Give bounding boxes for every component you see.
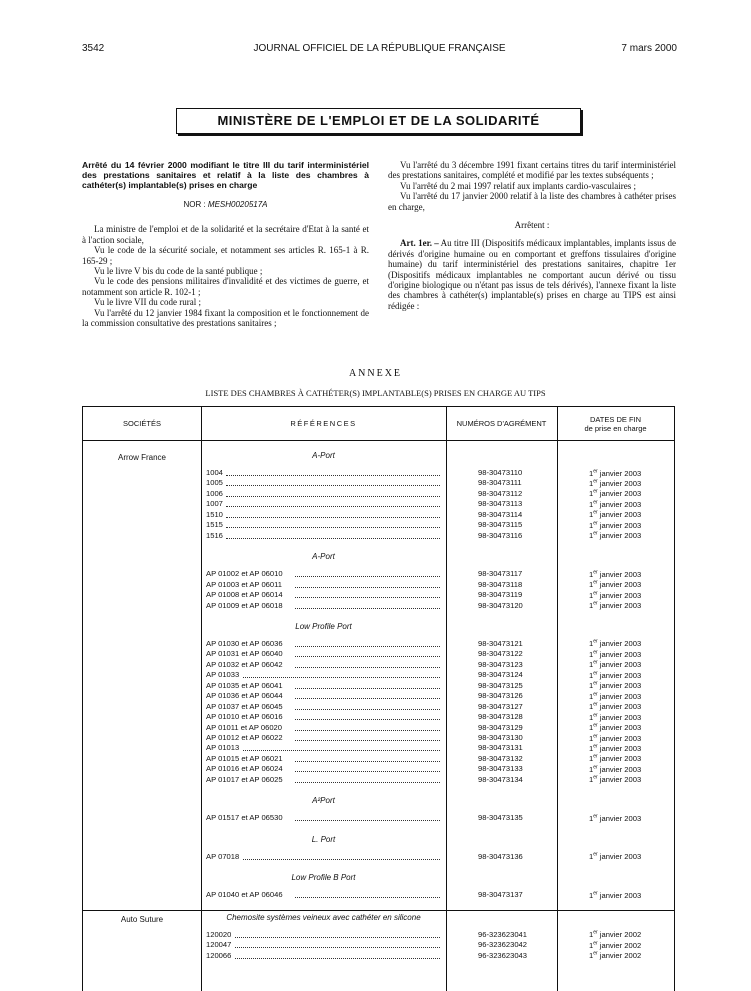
table-row bbox=[83, 531, 674, 541]
end-date: 1er janvier 2003 bbox=[589, 753, 642, 764]
table-row bbox=[83, 569, 674, 579]
leader-dots bbox=[226, 520, 440, 528]
leader-dots bbox=[295, 691, 440, 699]
approval-number: 96-323623042 bbox=[478, 940, 527, 950]
leader-dots bbox=[295, 681, 440, 689]
approval-number: 98-30473124 bbox=[478, 670, 523, 680]
table-row bbox=[83, 723, 674, 733]
table-row bbox=[83, 940, 674, 950]
leader-dots bbox=[235, 930, 440, 938]
approval-number: 98-30473123 bbox=[478, 659, 523, 669]
approval-number: 98-30473117 bbox=[478, 569, 523, 579]
paragraph: Vu l'arrêté du 17 janvier 2000 relatif à la liste des chambres à cathéter prises en charge, bbox=[388, 191, 676, 212]
approval-number: 98-30473127 bbox=[478, 701, 523, 711]
table-row bbox=[83, 890, 674, 900]
end-date: 1er janvier 2003 bbox=[589, 600, 642, 611]
end-date: 1er janvier 2003 bbox=[589, 722, 642, 733]
approval-number: 98-30473125 bbox=[478, 680, 523, 690]
page-header bbox=[82, 43, 677, 57]
reference: 1510 bbox=[206, 509, 223, 519]
reference: 120047 bbox=[206, 940, 232, 950]
end-date: 1er janvier 2003 bbox=[589, 488, 642, 499]
approval-number: 96-323623041 bbox=[478, 929, 527, 939]
table-row bbox=[83, 813, 674, 823]
end-date: 1er janvier 2003 bbox=[589, 499, 642, 509]
leader-dots bbox=[295, 813, 440, 821]
end-date: 1er janvier 2003 bbox=[589, 712, 642, 722]
reference: 1005 bbox=[206, 478, 223, 488]
paragraph: Vu le code de la sécurité sociale, et notamment ses articles R. 165-1 à R. 165-29 ; bbox=[82, 245, 369, 266]
table-row bbox=[83, 649, 674, 659]
nor-code: MESH0020517A bbox=[207, 200, 268, 209]
leader-dots bbox=[295, 702, 440, 710]
reference: 1006 bbox=[206, 488, 223, 498]
table-row bbox=[83, 691, 674, 701]
paragraph: La ministre de l'emploi et de la solidarité et la secrétaire d'Etat à la santé et à l'action sociale, bbox=[82, 224, 369, 245]
approval-number: 98-30473114 bbox=[478, 509, 523, 519]
leader-dots bbox=[295, 733, 440, 741]
end-date: 1er janvier 2002 bbox=[589, 950, 642, 961]
leader-dots bbox=[226, 478, 440, 486]
reference: AP 01035 et AP 06041 bbox=[206, 680, 283, 690]
reference: 1516 bbox=[206, 530, 223, 540]
table-row bbox=[83, 764, 674, 774]
reference: AP 01016 et AP 06024 bbox=[206, 764, 283, 774]
table-row bbox=[83, 590, 674, 600]
table-header bbox=[83, 407, 674, 441]
header-dates bbox=[557, 407, 674, 440]
article-1-text: Au titre III (Dispositifs médicaux implantables, implants issus de dérivés d'origine humaine ou en comportant et greffons tissulaires d'origine humaine) du tarif interministériel des prestations sanitaires, chapitre 1er (Dispositifs médicaux implantables ne comportant aucun dérivé ou tissu d'origine biologique ou n'étant pas issus de tels dérivés), l'annexe fixant la liste des chambres à cathéter(s) implantable(s) prises en charge au TIPS est ainsi rédigée : bbox=[388, 238, 676, 311]
leader-dots bbox=[295, 775, 440, 783]
leader-dots bbox=[235, 940, 440, 948]
approval-number: 98-30473133 bbox=[478, 764, 523, 774]
leader-dots bbox=[243, 743, 440, 751]
reference: AP 01008 et AP 06014 bbox=[206, 590, 283, 600]
reference: AP 01037 et AP 06045 bbox=[206, 701, 283, 711]
header-dates-line1: DATES DE FIN bbox=[589, 414, 642, 424]
paragraph: Vu l'arrêté du 3 décembre 1991 fixant certains titres du tarif interministériel des prestations sanitaires, complété et modifié par les textes subséquents ; bbox=[388, 160, 676, 181]
page-number: 3542 bbox=[82, 43, 105, 54]
end-date: 1er janvier 2003 bbox=[589, 691, 642, 701]
paragraph: Vu le livre V bis du code de la santé publique ; bbox=[94, 266, 263, 277]
end-date: 1er janvier 2003 bbox=[589, 638, 642, 649]
end-date: 1er janvier 2003 bbox=[589, 890, 642, 900]
approval-number: 98-30473128 bbox=[478, 712, 523, 722]
end-date: 1er janvier 2003 bbox=[589, 813, 642, 823]
end-date: 1er janvier 2003 bbox=[589, 509, 642, 520]
table-row bbox=[83, 681, 674, 691]
approval-number: 98-30473120 bbox=[478, 600, 523, 610]
approval-number: 98-30473135 bbox=[478, 813, 523, 823]
end-date: 1er janvier 2003 bbox=[589, 468, 642, 478]
reference: 1515 bbox=[206, 520, 223, 530]
table-row bbox=[83, 754, 674, 764]
reference: AP 01011 et AP 06020 bbox=[206, 722, 283, 732]
approval-number: 98-30473112 bbox=[478, 488, 523, 498]
reference: 1007 bbox=[206, 499, 223, 509]
leader-dots bbox=[243, 852, 440, 860]
end-date: 1er janvier 2003 bbox=[589, 743, 642, 753]
leader-dots bbox=[226, 499, 440, 507]
table-row bbox=[83, 468, 674, 478]
approval-number: 98-30473119 bbox=[478, 590, 523, 600]
company-name: Arrow France bbox=[117, 453, 166, 462]
table-row bbox=[83, 852, 674, 862]
group-title: L. Port bbox=[311, 834, 336, 844]
approval-number: 98-30473115 bbox=[478, 520, 523, 530]
nor-reference bbox=[82, 200, 369, 210]
end-date: 1er janvier 2003 bbox=[589, 701, 642, 712]
approval-number: 98-30473116 bbox=[478, 530, 523, 540]
left-paragraphs bbox=[82, 224, 369, 328]
paragraph: Vu l'arrêté du 12 janvier 1984 fixant la composition et le fonctionnement de la commission consultative des prestations sanitaires ; bbox=[82, 307, 369, 329]
reference: AP 01031 et AP 06040 bbox=[206, 649, 283, 659]
reference: 120066 bbox=[206, 950, 232, 960]
header-societes: SOCIÉTÉS bbox=[123, 419, 161, 428]
end-date: 1er janvier 2003 bbox=[589, 520, 642, 530]
table-row bbox=[83, 702, 674, 712]
reference: AP 01017 et AP 06025 bbox=[206, 774, 283, 784]
reference: AP 01032 et AP 06042 bbox=[206, 659, 283, 669]
left-column bbox=[82, 160, 369, 328]
leader-dots bbox=[295, 712, 440, 720]
ministry-banner: MINISTÈRE DE L'EMPLOI ET DE LA SOLIDARITÉ bbox=[176, 108, 581, 134]
approval-number: 98-30473136 bbox=[478, 851, 523, 861]
group-title: A-Port bbox=[312, 552, 335, 562]
reference: AP 01003 et AP 06011 bbox=[206, 579, 283, 589]
end-date: 1er janvier 2003 bbox=[589, 579, 642, 590]
end-date: 1er janvier 2002 bbox=[589, 940, 642, 950]
approval-number: 98-30473137 bbox=[478, 890, 523, 900]
reference: AP 01012 et AP 06022 bbox=[206, 733, 283, 742]
reference: AP 01517 et AP 06530 bbox=[206, 813, 283, 823]
leader-dots bbox=[226, 468, 440, 476]
paragraph: Vu le livre VII du code rural ; bbox=[94, 297, 202, 308]
leader-dots bbox=[226, 531, 440, 539]
journal-title: JOURNAL OFFICIEL DE LA RÉPUBLIQUE FRANÇAISE bbox=[253, 43, 506, 54]
end-date: 1er janvier 2003 bbox=[589, 680, 642, 691]
leader-dots bbox=[295, 569, 440, 577]
reference: 1004 bbox=[206, 468, 223, 477]
leader-dots bbox=[295, 580, 440, 588]
reference: AP 07018 bbox=[206, 851, 240, 861]
header-references: RÉFÉRENCES bbox=[290, 419, 357, 428]
approval-number: 98-30473129 bbox=[478, 722, 523, 732]
end-date: 1er janvier 2003 bbox=[589, 649, 642, 659]
leader-dots bbox=[295, 660, 440, 668]
approval-number: 98-30473121 bbox=[478, 638, 523, 648]
company-divider bbox=[83, 910, 674, 911]
end-date: 1er janvier 2003 bbox=[589, 774, 642, 785]
table-row bbox=[83, 499, 674, 509]
leader-dots bbox=[226, 489, 440, 497]
end-date: 1er janvier 2003 bbox=[589, 530, 642, 541]
company-name: Auto Suture bbox=[120, 914, 164, 924]
leader-dots bbox=[295, 723, 440, 731]
group-title: A-Port bbox=[312, 451, 335, 460]
group-title: Chemosite systèmes veineux avec cathéter en silicone bbox=[226, 912, 421, 922]
table-row bbox=[83, 670, 674, 680]
approval-number: 98-30473111 bbox=[478, 478, 522, 488]
end-date: 1er janvier 2002 bbox=[589, 929, 642, 940]
end-date: 1er janvier 2003 bbox=[589, 851, 642, 862]
reference: AP 01013 bbox=[206, 743, 240, 753]
group-title: A²Port bbox=[312, 796, 335, 806]
end-date: 1er janvier 2003 bbox=[589, 670, 642, 680]
table-row bbox=[83, 489, 674, 499]
annexe-subtitle: LISTE DES CHAMBRES À CATHÉTER(S) IMPLANTABLE(S) PRISES EN CHARGE AU TIPS bbox=[205, 388, 546, 398]
article-1-label: Art. 1er. – bbox=[400, 238, 439, 249]
reference: AP 01036 et AP 06044 bbox=[206, 691, 283, 701]
reference: AP 01002 et AP 06010 bbox=[206, 569, 283, 579]
table-row bbox=[83, 930, 674, 940]
leader-dots bbox=[295, 649, 440, 657]
end-date: 1er janvier 2003 bbox=[589, 569, 642, 579]
reference: 120020 bbox=[206, 929, 232, 939]
header-dates-line2: de prise en charge bbox=[584, 423, 647, 433]
table-row bbox=[83, 743, 674, 753]
reference: AP 01010 et AP 06016 bbox=[206, 712, 283, 722]
group-title: Low Profile Port bbox=[295, 621, 352, 631]
leader-dots bbox=[295, 601, 440, 609]
leader-dots bbox=[295, 890, 440, 898]
end-date: 1er janvier 2003 bbox=[589, 659, 642, 670]
approval-number: 98-30473126 bbox=[478, 691, 523, 701]
approval-number: 98-30473131 bbox=[478, 743, 523, 753]
table-row bbox=[83, 733, 674, 743]
reference: AP 01015 et AP 06021 bbox=[206, 753, 283, 763]
decree-title: Arrêté du 14 février 2000 modifiant le titre III du tarif interministériel des prestations sanitaires et relatif à la liste des chambres à cathéter(s) implantable(s) prises en charge bbox=[82, 160, 369, 190]
reference: AP 01033 bbox=[206, 670, 240, 680]
arretent: Arrêtent : bbox=[514, 220, 550, 231]
leader-dots bbox=[235, 951, 440, 959]
article-1 bbox=[388, 238, 676, 311]
approval-number: 98-30473110 bbox=[478, 468, 523, 477]
approval-number: 96-323623043 bbox=[478, 950, 527, 960]
approval-number: 98-30473113 bbox=[478, 499, 523, 509]
leader-dots bbox=[295, 590, 440, 598]
table-row bbox=[83, 520, 674, 530]
annex-table bbox=[82, 406, 675, 991]
table-row bbox=[83, 775, 674, 785]
table-row bbox=[83, 580, 674, 590]
table-row bbox=[83, 601, 674, 611]
annexe-title: ANNEXE bbox=[348, 368, 403, 379]
reference: AP 01009 et AP 06018 bbox=[206, 600, 283, 610]
approval-number: 98-30473118 bbox=[478, 579, 523, 589]
reference: AP 01030 et AP 06036 bbox=[206, 638, 283, 648]
group-title: Low Profile B Port bbox=[291, 873, 356, 883]
table-row bbox=[83, 951, 674, 961]
table-row bbox=[83, 712, 674, 722]
issue-date: 7 mars 2000 bbox=[621, 43, 677, 54]
table-row bbox=[83, 478, 674, 488]
approval-number: 98-30473132 bbox=[478, 753, 523, 763]
paragraph: Vu le code des pensions militaires d'invalidité et des victimes de guerre, et notamment son article R. 102-1 ; bbox=[82, 276, 369, 297]
approval-number: 98-30473130 bbox=[478, 733, 523, 742]
leader-dots bbox=[295, 764, 440, 772]
end-date: 1er janvier 2003 bbox=[589, 733, 642, 743]
leader-dots bbox=[295, 639, 440, 647]
table-row bbox=[83, 639, 674, 649]
paragraph: Vu l'arrêté du 2 mai 1997 relatif aux implants cardio-vasculaires ; bbox=[400, 180, 636, 191]
right-column bbox=[388, 160, 676, 311]
end-date: 1er janvier 2003 bbox=[589, 590, 642, 600]
nor-label: NOR : bbox=[183, 200, 208, 209]
header-numeros: NUMÉROS D'AGRÉMENT bbox=[456, 419, 547, 428]
table-row bbox=[83, 510, 674, 520]
end-date: 1er janvier 2003 bbox=[589, 478, 642, 488]
right-paragraphs bbox=[388, 160, 676, 212]
approval-number: 98-30473134 bbox=[478, 774, 523, 784]
approval-number: 98-30473122 bbox=[478, 649, 523, 659]
table-row bbox=[83, 660, 674, 670]
reference: AP 01040 et AP 06046 bbox=[206, 890, 283, 900]
leader-dots bbox=[243, 670, 440, 678]
leader-dots bbox=[226, 510, 440, 518]
end-date: 1er janvier 2003 bbox=[589, 764, 642, 774]
leader-dots bbox=[295, 754, 440, 762]
